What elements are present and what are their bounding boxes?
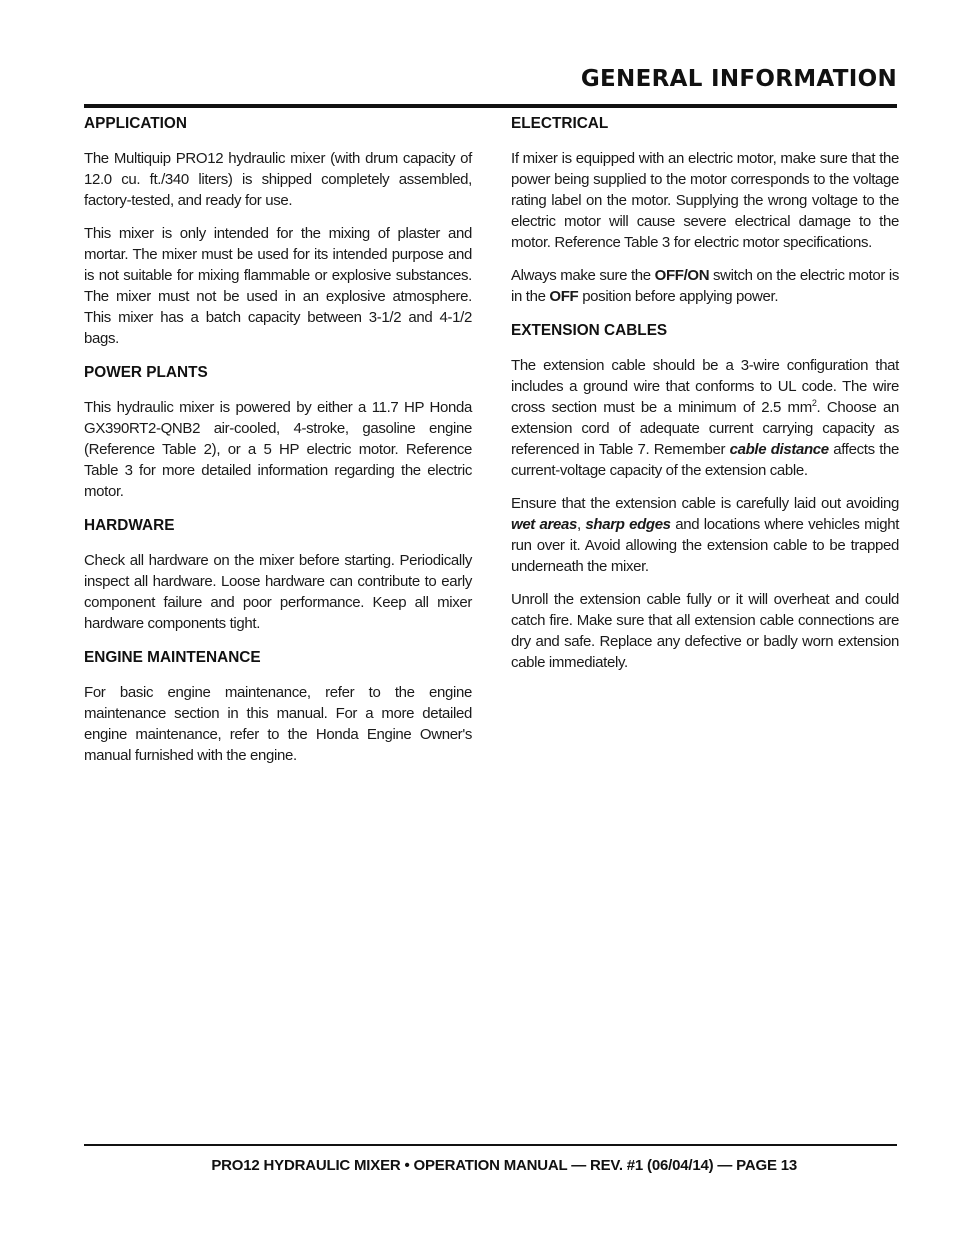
- paragraph: [511, 355, 899, 481]
- paragraph: This hydraulic mixer is powered by either a 11.7 HP Honda GX390RT2-QNB2 air-cooled, 4-stroke, gasoline engine (Reference Table 2), or a 5 HP electric motor. Reference Table 3 for more detailed information regarding the electric motor.: [84, 399, 472, 500]
- text-run: Ensure that the extension cable is carefully laid out avoiding: [511, 495, 899, 512]
- section-heading-hardware: HARDWARE: [84, 517, 175, 534]
- emphasis-sharp-edges: sharp edges: [585, 516, 671, 533]
- section-application: [84, 114, 472, 349]
- paragraph: Unroll the extension cable fully or it will overheat and could catch fire. Make sure that all extension cable connections are dry and safe. Replace any defective or badly worn extension cable immediately.: [511, 591, 899, 671]
- paragraph: The Multiquip PRO12 hydraulic mixer (with drum capacity of 12.0 cu. ft./340 liters) is shipped completely assembled, factory-tested, and ready for use.: [84, 150, 472, 209]
- page-header: [84, 64, 897, 108]
- section-heading-power-plants: POWER PLANTS: [84, 364, 208, 381]
- section-extension-cables: [511, 321, 899, 673]
- paragraph: [511, 493, 899, 577]
- section-heading-application: APPLICATION: [84, 115, 187, 132]
- text-run: switch on the electric motor is in the: [511, 267, 899, 305]
- text-run: position before applying power.: [578, 288, 779, 305]
- page-title: GENERAL INFORMATION: [580, 66, 897, 92]
- text-run: and locations where vehicles might run over it. Avoid allowing the extension cable to be trapped underneath the mixer.: [511, 516, 900, 575]
- text-run: Always make sure the: [511, 267, 655, 284]
- text-run: affects the current-voltage capacity of the extension cable.: [511, 441, 900, 479]
- paragraph: [511, 265, 899, 307]
- section-heading-extension-cables: EXTENSION CABLES: [511, 322, 668, 339]
- text-run: The extension cable should be a 3-wire configuration that includes a ground wire that conforms to UL code. The wire cross section must be a minimum of 2.5 mm: [511, 357, 899, 416]
- paragraph: This mixer is only intended for the mixing of plaster and mortar. The mixer must be used for its intended purpose and is not suitable for mixing flammable or explosive substances. The mixer must not be used in an explosive atmosphere. This mixer has a batch capacity between 3-1/2 and 4-1/2 bags.: [84, 225, 472, 347]
- section-heading-engine-maintenance: ENGINE MAINTENANCE: [84, 649, 261, 666]
- paragraph: For basic engine maintenance, refer to the engine maintenance section in this manual. For a more detailed engine maintenance, refer to the Honda Engine Owner's manual furnished with the engine.: [84, 684, 472, 764]
- right-column: [511, 114, 899, 687]
- emphasis-off-on: OFF/ON: [654, 267, 710, 284]
- superscript: 2: [811, 398, 817, 408]
- left-column: [84, 114, 472, 780]
- emphasis-off: OFF: [549, 288, 579, 305]
- text-run: . Choose an extension cord of adequate current carrying capacity as referenced in Table 7. Remember: [511, 399, 899, 458]
- paragraph: If mixer is equipped with an electric motor, make sure that the power being supplied to the motor corresponds to the voltage rating label on the motor. Supplying the wrong voltage to the electric motor will cause severe electrical damage to the motor. Reference Table 3 for electric motor specifications.: [511, 150, 899, 251]
- paragraph: Check all hardware on the mixer before starting. Periodically inspect all hardware. Loose hardware can contribute to early component failure and poor performance. Keep all mixer hardware components tight.: [84, 552, 472, 632]
- section-electrical: [511, 114, 899, 307]
- section-hardware: [84, 516, 472, 634]
- text-run: ,: [577, 516, 586, 533]
- emphasis-wet-areas: wet areas: [511, 516, 577, 533]
- section-engine-maintenance: [84, 648, 472, 766]
- section-power-plants: [84, 363, 472, 502]
- section-heading-electrical: ELECTRICAL: [511, 115, 609, 132]
- page-footer: [84, 1144, 897, 1186]
- emphasis-cable-distance: cable distance: [729, 441, 829, 458]
- footer-text: PRO12 HYDRAULIC MIXER • OPERATION MANUAL — REV. #1 (06/04/14) — PAGE 13: [211, 1157, 797, 1174]
